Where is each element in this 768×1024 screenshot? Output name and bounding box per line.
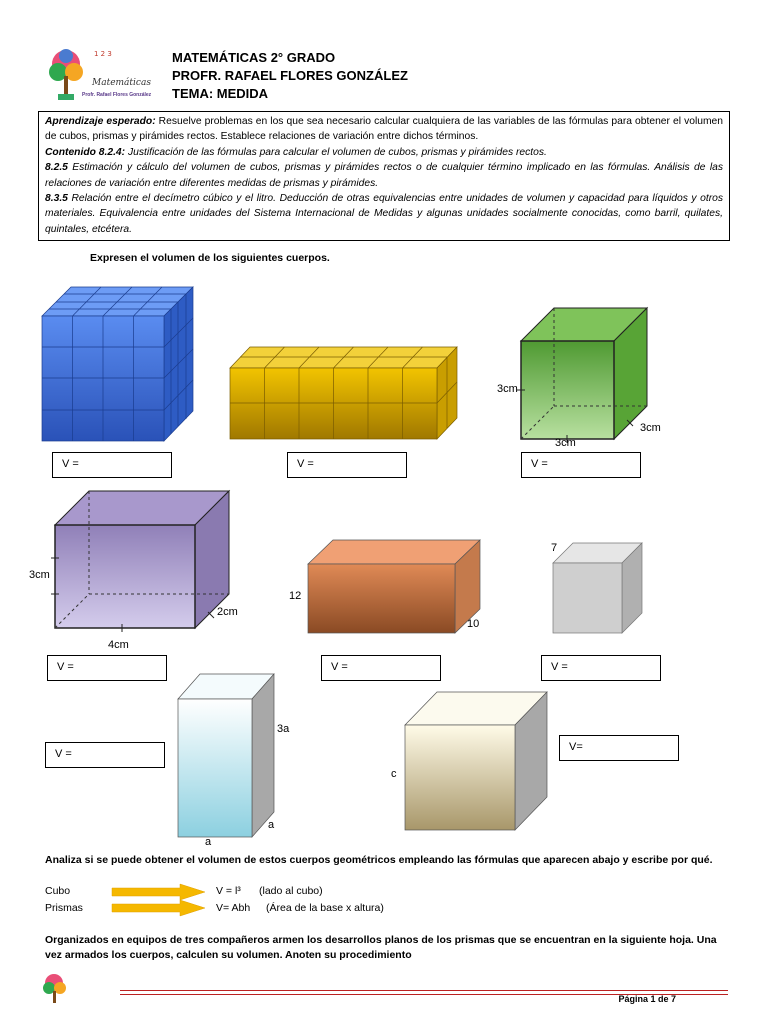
- section-835-text: Relación entre el decímetro cúbico y el litro. Deducción de otras equivalencias entre unidades de volumen y capacidad para líquidos y otros materiales. Equivalencia entre unidades del Sistema Internacional de Medidas y algunas unidades socialmente conocidas, como barril, quilates, quintales, etcétera.: [45, 193, 723, 235]
- instruction: Expresen el volumen de los siguientes cuerpos.: [90, 252, 330, 264]
- expected-learning-text: Resuelve problemas en los que sea necesario calcular cualquiera de las variables de las fórmulas para obtener el volumen de cubos, prismas y pirámides rectos. Establece relaciones de variación entre dichos términos.: [45, 116, 723, 143]
- answer-box-2[interactable]: V =: [287, 452, 407, 478]
- tall-prism-figure: [178, 674, 274, 837]
- cube-label: Cubo: [45, 885, 71, 897]
- beige-side-label: c: [391, 768, 397, 780]
- answer-box-1[interactable]: V =: [52, 452, 172, 478]
- purple-prism-figure: [51, 491, 229, 632]
- tall-height-label: 3a: [277, 723, 290, 735]
- header-title: MATEMÁTICAS 2° GRADO: [172, 50, 336, 65]
- prism-label: Prismas: [45, 902, 83, 914]
- purple-height-label: 3cm: [29, 569, 50, 581]
- arrow-icon: [112, 884, 205, 916]
- tall-width-label: a: [205, 836, 212, 848]
- header-topic: TEMA: MEDIDA: [172, 86, 269, 101]
- gray-cube-figure: [553, 543, 642, 633]
- page-number: Página 1 de 7: [618, 994, 676, 1004]
- brown-depth-label: 10: [467, 618, 480, 630]
- analysis-question: Analiza si se puede obtener el volumen de estos cuerpos geométricos empleando las fórmulas que aparecen abajo y escribe por qué.: [45, 854, 713, 866]
- tall-depth-label: a: [268, 819, 275, 831]
- header-teacher: PROFR. RAFAEL FLORES GONZÁLEZ: [172, 68, 408, 83]
- gold-prism-figure: [230, 347, 457, 439]
- green-depth-label: 3cm: [640, 422, 661, 434]
- cube-note: (lado al cubo): [259, 885, 323, 897]
- answer-box-6[interactable]: V =: [541, 655, 661, 681]
- prism-formula: V= Abh: [216, 902, 251, 914]
- gray-side-label: 7: [551, 542, 558, 554]
- brown-prism-figure: [308, 540, 480, 633]
- prism-note: (Área de la base x altura): [266, 902, 384, 914]
- cube-formula: V = l³: [216, 885, 241, 897]
- svg-text:1 2 3: 1 2 3: [94, 50, 112, 58]
- purple-width-label: 4cm: [108, 639, 129, 651]
- blue-cube-figure: [42, 287, 193, 441]
- footer-logo: [40, 970, 118, 1010]
- answer-box-4[interactable]: V =: [47, 655, 167, 681]
- expected-learning-label: Aprendizaje esperado:: [45, 116, 156, 127]
- purple-depth-label: 2cm: [217, 606, 238, 618]
- content-text: Justificación de las fórmulas para calcular el volumen de cubos, prismas y pirámides rectos.: [125, 146, 547, 158]
- answer-box-8[interactable]: V=: [559, 735, 679, 761]
- logo-subtext: Profr. Rafael Flores González: [82, 92, 152, 98]
- green-height-label: 3cm: [497, 383, 518, 395]
- section-825-text: Estimación y cálculo del volumen de cubos, prismas y pirámides rectos o de cualquier término implicado en las fórmulas. Análisis de las relaciones de variación entre diferentes medidas de prismas y pirámides.: [45, 162, 723, 189]
- answer-box-5[interactable]: V =: [321, 655, 441, 681]
- logo-text: Matemáticas: [92, 78, 151, 88]
- beige-cube-figure: [405, 692, 547, 830]
- section-835-label: 8.3.5: [45, 193, 68, 205]
- tree-logo-icon: [40, 970, 118, 1010]
- green-width-label: 3cm: [555, 437, 576, 449]
- answer-box-7[interactable]: V =: [45, 742, 165, 768]
- green-cube-figure: [517, 308, 647, 443]
- answer-box-3[interactable]: V =: [521, 452, 641, 478]
- section-825-label: 8.2.5: [45, 162, 68, 174]
- content-label: Contenido 8.2.4:: [45, 146, 126, 158]
- teams-instruction: Organizados en equipos de tres compañeros armen los desarrollos planos de los prismas que se encuentran en la siguiente hoja. Una vez armados los cuerpos, calculen su volumen. Anoten su procedimiento: [45, 934, 717, 961]
- brown-height-label: 12: [289, 590, 302, 602]
